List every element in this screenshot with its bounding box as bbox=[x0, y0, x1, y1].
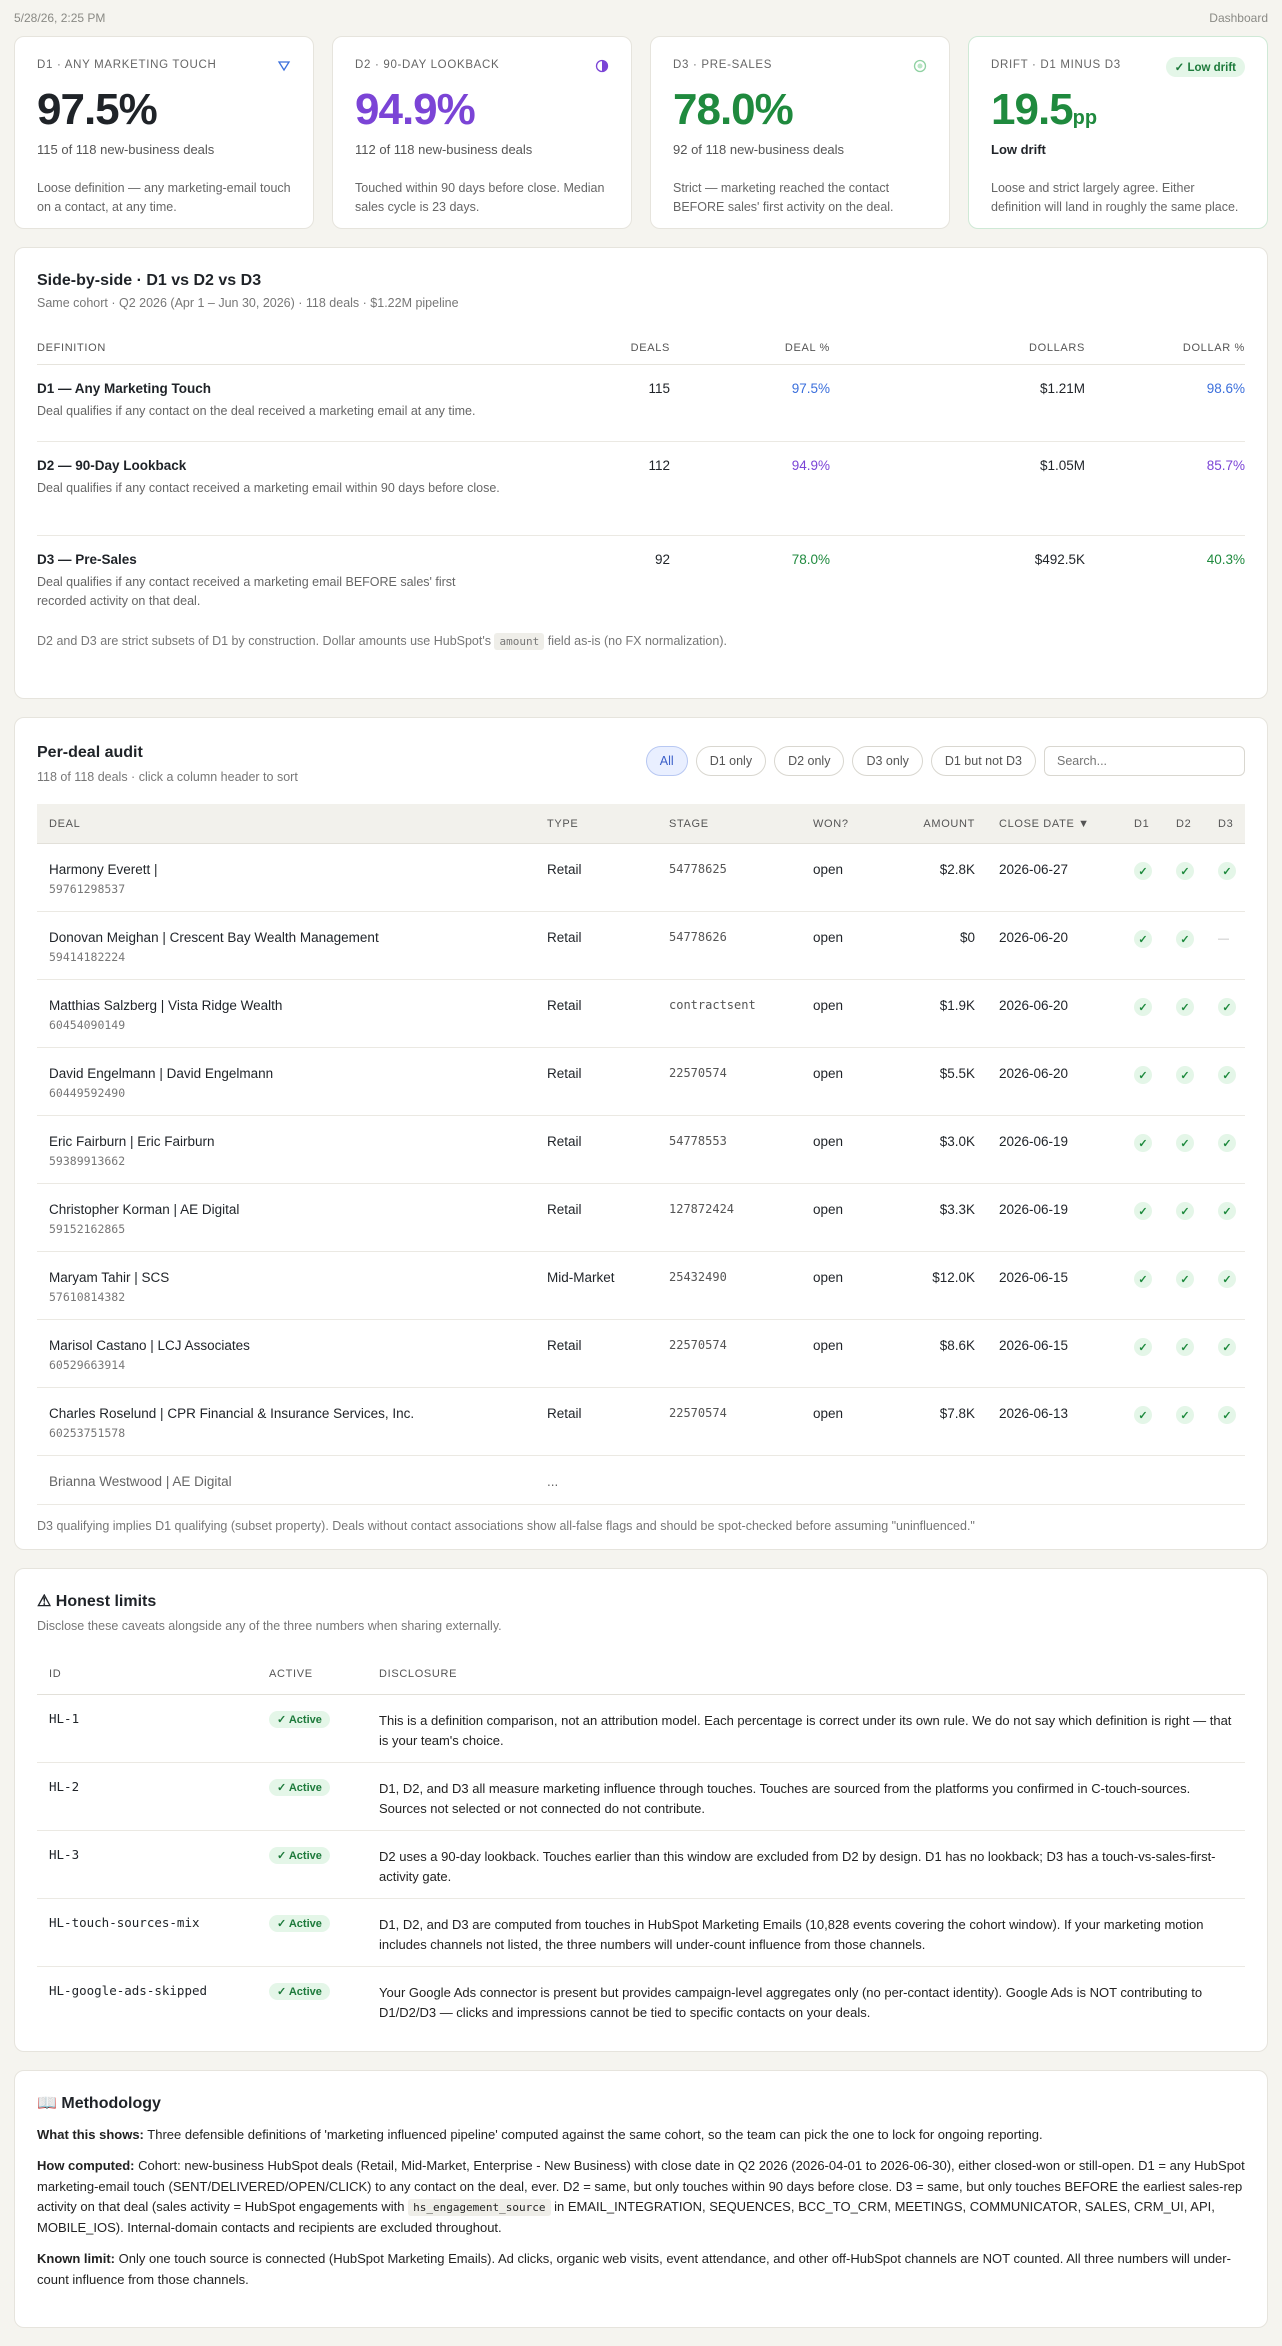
note-text: field as-is (no FX normalization). bbox=[547, 634, 727, 648]
deal-stage: 54778553 bbox=[669, 1134, 727, 1148]
deal-type: Retail bbox=[547, 1338, 582, 1353]
deal-close-date: 2026-06-15 bbox=[999, 1270, 1069, 1285]
check-icon: ✓ bbox=[1134, 862, 1152, 880]
deal-cell bbox=[49, 1202, 547, 1236]
limit-id: HL-2 bbox=[49, 1779, 80, 1794]
card-value: 94.9% bbox=[355, 85, 475, 134]
section-subtitle: 118 of 118 deals · click a column header to sort bbox=[37, 770, 298, 784]
col-type[interactable]: TYPE bbox=[547, 817, 579, 830]
active-badge: ✓ Active bbox=[269, 1847, 330, 1864]
deal-name: Donovan Meighan | Crescent Bay Wealth Management bbox=[49, 930, 379, 945]
table-row-partial[interactable] bbox=[37, 1456, 1245, 1502]
deal-close-date: 2026-06-27 bbox=[999, 862, 1069, 877]
audit-table-body bbox=[37, 844, 1245, 1456]
deal-type: Retail bbox=[547, 998, 582, 1013]
check-icon: ✓ bbox=[1134, 1406, 1152, 1424]
section-subtitle: Disclose these caveats alongside any of the three numbers when sharing externally. bbox=[37, 1619, 502, 1633]
deal-cell bbox=[49, 1134, 547, 1168]
check-icon: ✓ bbox=[1218, 998, 1236, 1016]
table-row[interactable] bbox=[37, 1048, 1245, 1116]
card-sub: 112 of 118 new-business deals bbox=[355, 141, 533, 157]
deal-id: 59414182224 bbox=[49, 950, 126, 964]
deal-stage: 25432490 bbox=[669, 1270, 727, 1284]
col-won[interactable]: WON? bbox=[813, 817, 849, 830]
check-icon: ✓ bbox=[1176, 998, 1194, 1016]
note-text: D2 and D3 are strict subsets of D1 by construction. Dollar amounts use HubSpot's bbox=[37, 634, 491, 648]
deal-amount: $3.0K bbox=[939, 1134, 975, 1149]
limit-status-cell bbox=[269, 1779, 379, 1796]
check-icon: ✓ bbox=[1134, 1338, 1152, 1356]
limit-status-cell bbox=[269, 1983, 379, 2000]
limit-id: HL-1 bbox=[49, 1711, 80, 1726]
d2-flag bbox=[1176, 1338, 1218, 1356]
deal-stage: 22570574 bbox=[669, 1066, 727, 1080]
deal-cell bbox=[49, 930, 547, 964]
kpi-cards bbox=[0, 36, 1282, 229]
check-icon: ✓ bbox=[1218, 1338, 1236, 1356]
d3-flag bbox=[1218, 1270, 1260, 1288]
table-row[interactable] bbox=[37, 1388, 1245, 1456]
d2-flag bbox=[1176, 1134, 1218, 1152]
definition-desc: Deal qualifies if any contact on the deal received a marketing email at any time. bbox=[37, 404, 476, 418]
timestamp: 5/28/26, 2:25 PM bbox=[14, 11, 106, 25]
card-desc: Touched within 90 days before close. Median sales cycle is 23 days. bbox=[355, 180, 605, 214]
deal-cell bbox=[49, 998, 547, 1032]
label: How computed: bbox=[37, 2157, 135, 2173]
check-icon: ✓ bbox=[1218, 1406, 1236, 1424]
drift-unit: pp bbox=[1072, 107, 1098, 129]
dash-icon: — bbox=[1218, 933, 1229, 945]
deal-won: open bbox=[813, 1406, 844, 1421]
deal-cell bbox=[49, 1270, 547, 1304]
check-icon: ✓ bbox=[1218, 1066, 1236, 1084]
d2-flag bbox=[1176, 1202, 1218, 1220]
d1-flag bbox=[1134, 1134, 1176, 1152]
limit-text: D2 uses a 90-day lookback. Touches earlier than this window are excluded from D2 by design. D1 has no lookback; D3 has a touch-vs-sales-first-activity gate. bbox=[379, 1849, 1216, 1884]
deal-pct: 78.0% bbox=[791, 552, 830, 567]
definition-name: D3 — Pre-Sales bbox=[37, 552, 137, 567]
deal-close-date: 2026-06-20 bbox=[999, 998, 1069, 1013]
check-icon: ✓ bbox=[1176, 1406, 1194, 1424]
check-icon: ✓ bbox=[1218, 862, 1236, 880]
filter-d2-only[interactable]: D2 only bbox=[774, 746, 844, 776]
definition-desc: Deal qualifies if any contact received a marketing email BEFORE sales' first recorded activity on that deal. bbox=[37, 575, 456, 608]
filter-funnel-icon bbox=[277, 59, 291, 73]
deal-type: Retail bbox=[547, 1134, 582, 1149]
deal-cell bbox=[49, 862, 547, 896]
how-computed bbox=[37, 2156, 1245, 2239]
check-icon: ✓ bbox=[1218, 1202, 1236, 1220]
deal-name: Maryam Tahir | SCS bbox=[49, 1270, 170, 1285]
limit-row bbox=[37, 1763, 1245, 1831]
target-icon bbox=[913, 59, 927, 73]
amount-code: amount bbox=[494, 633, 544, 650]
deal-cell bbox=[49, 1066, 547, 1100]
deal-close-date: 2026-06-20 bbox=[999, 1066, 1069, 1081]
definition-name: D1 — Any Marketing Touch bbox=[37, 381, 212, 396]
d2-flag bbox=[1176, 862, 1218, 880]
card-sub: Low drift bbox=[991, 141, 1046, 157]
deal-id: 59389913662 bbox=[49, 1154, 126, 1168]
known-limit bbox=[37, 2249, 1245, 2291]
deal-id: 57610814382 bbox=[49, 1290, 126, 1304]
limit-text: D1, D2, and D3 are computed from touches in HubSpot Marketing Emails (10,828 events covering the cohort window). If your marketing motion includes channels not listed, the three numbers will under-count influence from those channels. bbox=[379, 1917, 1204, 1952]
deal-close-date: 2026-06-19 bbox=[999, 1202, 1069, 1217]
deal-close-date: 2026-06-15 bbox=[999, 1338, 1069, 1353]
table-row[interactable] bbox=[37, 1320, 1245, 1388]
col-dollar-pct: DOLLAR % bbox=[1182, 342, 1245, 354]
subset-note bbox=[37, 634, 1245, 648]
side-by-side-panel bbox=[14, 247, 1268, 699]
table-row[interactable] bbox=[37, 1252, 1245, 1320]
text: in EMAIL_INTEGRATION, SEQUENCES, BCC_TO_CRM, MEETINGS, COMMUNICATOR, SALES, CRM_UI, API, MOBILE_IOS). Internal-domain contacts and recipients are excluded throughout. bbox=[37, 2199, 1215, 2236]
deal-id: 60529663914 bbox=[49, 1358, 126, 1372]
deal-id: 60454090149 bbox=[49, 1018, 126, 1032]
deal-id: 59152162865 bbox=[49, 1222, 126, 1236]
card-desc: Loose and strict largely agree. Either definition will land in roughly the same place. bbox=[991, 180, 1239, 214]
card-sub: 92 of 118 new-business deals bbox=[673, 141, 845, 157]
drift-number: 19.5 bbox=[991, 85, 1073, 134]
deal-won: open bbox=[813, 1134, 844, 1149]
deal-won: open bbox=[813, 1338, 844, 1353]
card-label: D2 · 90-DAY LOOKBACK bbox=[355, 59, 500, 71]
check-icon: ✓ bbox=[1218, 1270, 1236, 1288]
deal-name: Marisol Castano | LCJ Associates bbox=[49, 1338, 250, 1353]
d1-flag bbox=[1134, 998, 1176, 1016]
d1-flag bbox=[1134, 862, 1176, 880]
deal-type: Retail bbox=[547, 862, 582, 877]
deal-stage: 54778625 bbox=[669, 862, 727, 876]
deal-won: open bbox=[813, 930, 844, 945]
table-header bbox=[37, 342, 1245, 365]
dashboard-label: Dashboard bbox=[1209, 11, 1268, 25]
check-icon: ✓ bbox=[1134, 1202, 1152, 1220]
dollar-pct: 98.6% bbox=[1206, 381, 1245, 396]
table-row bbox=[37, 442, 1245, 536]
card-desc: Loose definition — any marketing-email touch on a contact, at any time. bbox=[37, 180, 291, 214]
card-value bbox=[991, 85, 1245, 136]
d1-flag bbox=[1134, 930, 1176, 948]
deal-amount: $7.8K bbox=[939, 1406, 975, 1421]
d1-flag bbox=[1134, 1202, 1176, 1220]
deal-id: 60253751578 bbox=[49, 1426, 126, 1440]
deals-count: 112 bbox=[648, 458, 670, 473]
limit-text: D1, D2, and D3 all measure marketing influence through touches. Touches are sourced from the platforms you confirmed in C-touch-sources. Sources not selected or not connected do not contribute. bbox=[379, 1781, 1191, 1816]
table-row bbox=[37, 536, 1245, 630]
col-amount[interactable]: AMOUNT bbox=[923, 817, 975, 830]
deal-stage: 127872424 bbox=[669, 1202, 735, 1216]
deal-type: Retail bbox=[547, 1066, 582, 1081]
deal-name: Brianna Westwood | AE Digital bbox=[49, 1474, 232, 1489]
label: Known limit: bbox=[37, 2250, 115, 2266]
limit-row bbox=[37, 1967, 1245, 2035]
d3-flag bbox=[1218, 1066, 1260, 1084]
d1-flag bbox=[1134, 1270, 1176, 1288]
deals-count: 92 bbox=[654, 552, 670, 567]
col-d2[interactable]: D2 bbox=[1176, 817, 1192, 830]
filter-bar bbox=[646, 746, 1245, 776]
table-row[interactable] bbox=[37, 1116, 1245, 1184]
col-active: ACTIVE bbox=[269, 1667, 313, 1680]
audit-table-header bbox=[37, 804, 1245, 844]
deal-type: Mid-Market bbox=[547, 1270, 615, 1285]
table-row[interactable] bbox=[37, 844, 1245, 912]
col-stage[interactable]: STAGE bbox=[669, 817, 709, 830]
d3-flag bbox=[1218, 1338, 1260, 1356]
limits-table-body bbox=[37, 1695, 1245, 2035]
section-title: 📖 Methodology bbox=[37, 2095, 161, 2112]
section-title: Per-deal audit bbox=[37, 744, 143, 761]
d1-flag bbox=[1134, 1406, 1176, 1424]
d1-flag bbox=[1134, 1338, 1176, 1356]
check-icon: ✓ bbox=[1176, 1134, 1194, 1152]
limit-status-cell bbox=[269, 1847, 379, 1864]
limit-row bbox=[37, 1831, 1245, 1899]
deal-id: 59761298537 bbox=[49, 882, 126, 896]
deal-cell bbox=[49, 1406, 547, 1440]
card-desc: Strict — marketing reached the contact BEFORE sales' first activity on the deal. bbox=[673, 180, 894, 214]
half-circle-icon bbox=[595, 59, 609, 73]
deal-name: Matthias Salzberg | Vista Ridge Wealth bbox=[49, 998, 283, 1013]
check-icon: ✓ bbox=[1134, 1134, 1152, 1152]
col-d1[interactable]: D1 bbox=[1134, 817, 1150, 830]
limits-table-header bbox=[37, 1653, 1245, 1695]
deal-name: Eric Fairburn | Eric Fairburn bbox=[49, 1134, 215, 1149]
low-drift-badge: ✓ Low drift bbox=[1166, 57, 1245, 77]
deal-stage: 22570574 bbox=[669, 1406, 727, 1420]
limit-id: HL-3 bbox=[49, 1847, 80, 1862]
check-icon: ✓ bbox=[1218, 1134, 1236, 1152]
d3-flag bbox=[1218, 862, 1260, 880]
col-deal-pct: DEAL % bbox=[784, 342, 830, 354]
col-id: ID bbox=[49, 1667, 62, 1680]
deal-amount: $3.3K bbox=[939, 1202, 975, 1217]
filter-d1-only[interactable]: D1 only bbox=[696, 746, 766, 776]
d2-flag bbox=[1176, 998, 1218, 1016]
d2-flag bbox=[1176, 1270, 1218, 1288]
dollars: $1.05M bbox=[1039, 458, 1085, 473]
table-row[interactable] bbox=[37, 912, 1245, 980]
per-deal-audit-panel bbox=[14, 717, 1268, 1550]
limit-text: Your Google Ads connector is present but provides campaign-level aggregates only (no per-contact identity). Google Ads is NOT contributing to D1/D2/D3 — clicks and impressions cannot be tied to specific contacts on your deals. bbox=[379, 1985, 1203, 2020]
check-icon: ✓ bbox=[1134, 1270, 1152, 1288]
deal-type: Retail bbox=[547, 1202, 582, 1217]
deal-amount: $8.6K bbox=[939, 1338, 975, 1353]
check-icon: ✓ bbox=[1176, 862, 1194, 880]
col-disclosure: DISCLOSURE bbox=[379, 1667, 458, 1680]
deal-amount: $12.0K bbox=[932, 1270, 975, 1285]
limit-id: HL-google-ads-skipped bbox=[49, 1983, 208, 1998]
d2-flag bbox=[1176, 1066, 1218, 1084]
limit-id: HL-touch-sources-mix bbox=[49, 1915, 200, 1930]
deal-name: Harmony Everett | bbox=[49, 862, 158, 877]
deal-won: open bbox=[813, 1202, 844, 1217]
deal-name: Christopher Korman | AE Digital bbox=[49, 1202, 240, 1217]
deal-won: open bbox=[813, 862, 844, 877]
label: What this shows: bbox=[37, 2127, 144, 2142]
deal-type: Retail bbox=[547, 1406, 582, 1421]
filter-d3-only[interactable]: D3 only bbox=[852, 746, 922, 776]
kpi-card-d3 bbox=[650, 36, 950, 229]
deal-id: 60449592490 bbox=[49, 1086, 126, 1100]
dollars: $492.5K bbox=[1034, 552, 1085, 567]
deal-amount: $5.5K bbox=[939, 1066, 975, 1081]
kpi-card-d2 bbox=[332, 36, 632, 229]
deal-name: David Engelmann | David Engelmann bbox=[49, 1066, 274, 1081]
methodology-panel bbox=[14, 2070, 1268, 2328]
active-badge: ✓ Active bbox=[269, 1711, 330, 1728]
section-title: ⚠ Honest limits bbox=[37, 1593, 157, 1610]
d2-flag bbox=[1176, 930, 1218, 948]
check-icon: ✓ bbox=[1176, 1066, 1194, 1084]
engagement-source-code: hs_engagement_source bbox=[408, 2199, 550, 2216]
deal-close-date: 2026-06-19 bbox=[999, 1134, 1069, 1149]
check-icon: ✓ bbox=[1176, 930, 1194, 948]
d3-flag bbox=[1218, 998, 1260, 1016]
honest-limits-panel bbox=[14, 1568, 1268, 2052]
check-icon: ✓ bbox=[1176, 1338, 1194, 1356]
card-label: DRIFT · D1 MINUS D3 bbox=[991, 59, 1121, 71]
d3-flag bbox=[1218, 1134, 1260, 1152]
definition-desc: Deal qualifies if any contact received a marketing email within 90 days before close. bbox=[37, 481, 500, 495]
dollar-pct: 40.3% bbox=[1206, 552, 1245, 567]
col-deals: DEALS bbox=[630, 342, 670, 354]
limit-status-cell bbox=[269, 1711, 379, 1728]
dollar-pct: 85.7% bbox=[1206, 458, 1245, 473]
deals-count: 115 bbox=[648, 381, 670, 396]
deal-type: Retail bbox=[547, 930, 582, 945]
audit-footnote: D3 qualifying implies D1 qualifying (subset property). Deals without contact associations show all-false flags and should be spot-checked before assuming "uninfluenced." bbox=[37, 1504, 1245, 1533]
active-badge: ✓ Active bbox=[269, 1915, 330, 1932]
deal-won: open bbox=[813, 1270, 844, 1285]
filter-d1-not-d3[interactable]: D1 but not D3 bbox=[931, 746, 1036, 776]
col-d3[interactable]: D3 bbox=[1218, 817, 1234, 830]
check-icon: ✓ bbox=[1176, 1270, 1194, 1288]
text: Three defensible definitions of 'marketing influenced pipeline' computed against the same cohort, so the team can pick the one to lock for ongoing reporting. bbox=[147, 2127, 1043, 2142]
d3-flag bbox=[1218, 930, 1260, 945]
definition-name: D2 — 90-Day Lookback bbox=[37, 458, 187, 473]
col-definition: DEFINITION bbox=[37, 342, 106, 354]
card-sub: 115 of 118 new-business deals bbox=[37, 141, 215, 157]
check-icon: ✓ bbox=[1176, 1202, 1194, 1220]
deal-amount: $1.9K bbox=[939, 998, 975, 1013]
card-value: 78.0% bbox=[673, 85, 793, 134]
deal-amount: $0 bbox=[959, 930, 975, 945]
deal-won: open bbox=[813, 998, 844, 1013]
search-input[interactable] bbox=[1044, 746, 1245, 776]
table-row[interactable] bbox=[37, 980, 1245, 1048]
section-subtitle: Same cohort · Q2 2026 (Apr 1 – Jun 30, 2026) · 118 deals · $1.22M pipeline bbox=[37, 296, 459, 310]
check-icon: ✓ bbox=[1134, 1066, 1152, 1084]
card-label: D1 · ANY MARKETING TOUCH bbox=[37, 59, 217, 71]
active-badge: ✓ Active bbox=[269, 1779, 330, 1796]
deal-stage: contractsent bbox=[669, 998, 756, 1012]
d1-flag bbox=[1134, 1066, 1176, 1084]
limit-status-cell bbox=[269, 1915, 379, 1932]
limit-text: This is a definition comparison, not an attribution model. Each percentage is correct under its own rule. We do not say which definition is right — that is your team's choice. bbox=[379, 1713, 1232, 1748]
deal-won: open bbox=[813, 1066, 844, 1081]
what-this-shows bbox=[37, 2125, 1245, 2146]
filter-all[interactable]: All bbox=[646, 746, 688, 776]
limit-row bbox=[37, 1899, 1245, 1967]
col-dollars: DOLLARS bbox=[1029, 342, 1085, 354]
active-badge: ✓ Active bbox=[269, 1983, 330, 2000]
deal-stage: 22570574 bbox=[669, 1338, 727, 1352]
kpi-card-drift bbox=[968, 36, 1268, 229]
deal-pct: 94.9% bbox=[791, 458, 830, 473]
text: Cohort: new-business HubSpot deals (Retail, Mid-Market, Enterprise - New Business) with close date in Q2 2026 (2026-04-01 to 2026-06-30), either closed-won or still-open. D1 = any HubSpot marketing-email touch (SENT/DELIVERED/OPEN/CLICK) to any contact on the deal, ever. D2 = same, but only touches within 90 days before close. D3 = same, but only touches BEFORE the earliest sales-rep activity on that deal (sales activity = HubSpot engagements with bbox=[37, 2157, 1245, 2215]
card-label: D3 · PRE-SALES bbox=[673, 59, 773, 71]
top-bar bbox=[0, 0, 1282, 36]
text: Only one touch source is connected (HubSpot Marketing Emails). Ad clicks, organic web visits, event attendance, and other off-HubSpot channels are NOT counted. All three numbers will under-count influence from those channels. bbox=[37, 2250, 1231, 2287]
check-icon: ✓ bbox=[1134, 998, 1152, 1016]
card-value: 97.5% bbox=[37, 85, 157, 134]
deal-close-date: 2026-06-20 bbox=[999, 930, 1069, 945]
deal-close-date: 2026-06-13 bbox=[999, 1406, 1069, 1421]
table-row bbox=[37, 365, 1245, 442]
col-close-date[interactable]: CLOSE DATE ▼ bbox=[999, 817, 1090, 830]
section-title: Side-by-side · D1 vs D2 vs D3 bbox=[37, 272, 262, 289]
table-row[interactable] bbox=[37, 1184, 1245, 1252]
deal-cell bbox=[49, 1338, 547, 1372]
d3-flag bbox=[1218, 1406, 1260, 1424]
limit-row bbox=[37, 1695, 1245, 1763]
kpi-card-d1 bbox=[14, 36, 314, 229]
dollars: $1.21M bbox=[1039, 381, 1085, 396]
deal-type: ... bbox=[547, 1474, 559, 1489]
check-icon: ✓ bbox=[1134, 930, 1152, 948]
deal-name: Charles Roselund | CPR Financial & Insurance Services, Inc. bbox=[49, 1406, 415, 1421]
deal-pct: 97.5% bbox=[791, 381, 830, 396]
col-deal[interactable]: DEAL bbox=[49, 817, 81, 830]
d3-flag bbox=[1218, 1202, 1260, 1220]
deal-amount: $2.8K bbox=[939, 862, 975, 877]
d2-flag bbox=[1176, 1406, 1218, 1424]
deal-stage: 54778626 bbox=[669, 930, 727, 944]
